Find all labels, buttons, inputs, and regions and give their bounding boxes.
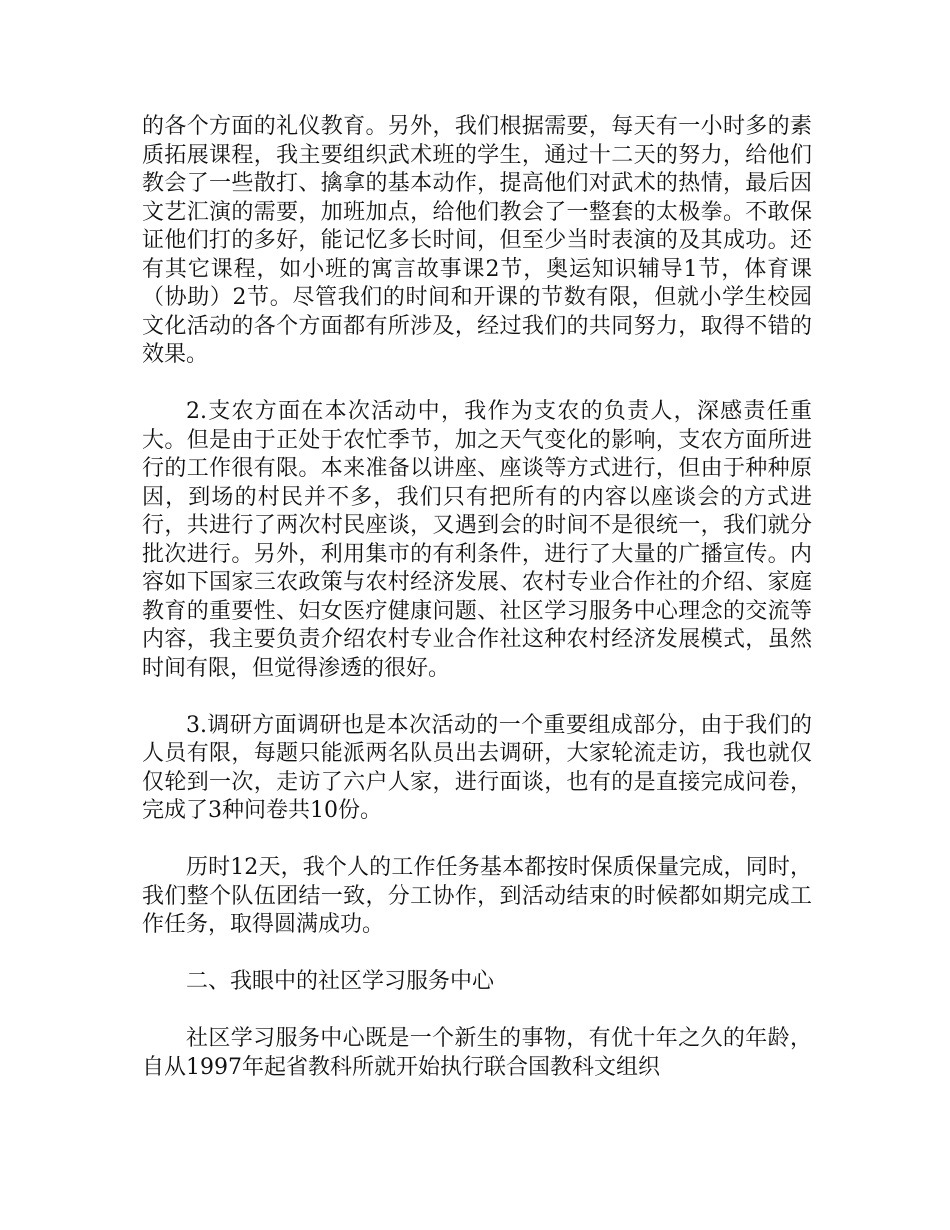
section-heading: 二、我眼中的社区学习服务中心 bbox=[186, 969, 495, 994]
paragraph-etiquette-education: 的各个方面的礼仪教育。另外，我们根据需要，每天有一小时多的素质拓展课程，我主要组织武术班的学生，通过十二天的努力，给他们教会了一些散打、擒拿的基本动作，提高他们对武术的热情，最后因文艺汇演的需要，加班加点，给他们教会了一整套的太极拳。不敢保证他们打的多好，能记忆多长时间，但至少当时表演的及其成功。还有其它课程，如小班的寓言故事课2节，奥运知识辅导1节，体育课（协助）2节。尽管我们的时间和开课的节数有限，但就小学生校园文化活动的各个方面都有所涉及，经过我们的共同努力，取得不错的效果。 bbox=[142, 114, 812, 367]
paragraph-agriculture-support: 2.支农方面在本次活动中，我作为支农的负责人，深感责任重大。但是由于正处于农忙季节，加之天气变化的影响，支农方面所进行的工作很有限。本来准备以讲座、座谈等方式进行，但由于种种原因，到场的村民并不多，我们只有把所有的内容以座谈会的方式进行，共进行了两次村民座谈，又遇到会的时间不是很统一，我们就分批次进行。另外，利用集市的有利条件，进行了大量的广播宣传。内容如下国家三农政策与农村经济发展、农村专业合作社的介绍、家庭教育的重要性、妇女医疗健康问题、社区学习服务中心理念的交流等内容，我主要负责介绍农村专业合作社这种农村经济发展模式，虽然时间有限，但觉得渗透的很好。 bbox=[142, 399, 812, 681]
paragraph-community-center: 社区学习服务中心既是一个新生的事物，有优十年之久的年龄，自从1997年起省教科所就开始执行联合国教科文组织 bbox=[142, 1026, 812, 1080]
paragraph-summary: 历时12天，我个人的工作任务基本都按时保质保量完成，同时，我们整个队伍团结一致，分工协作，到活动结束的时候都如期完成工作任务，取得圆满成功。 bbox=[142, 855, 812, 937]
document-page bbox=[142, 113, 812, 1111]
paragraph-research: 3.调研方面调研也是本次活动的一个重要组成部分，由于我们的人员有限，每题只能派两名队员出去调研，大家轮流走访，我也就仅仅轮到一次，走访了六户人家，进行面谈，也有的是直接完成问卷，完成了3种问卷共10份。 bbox=[142, 712, 812, 823]
